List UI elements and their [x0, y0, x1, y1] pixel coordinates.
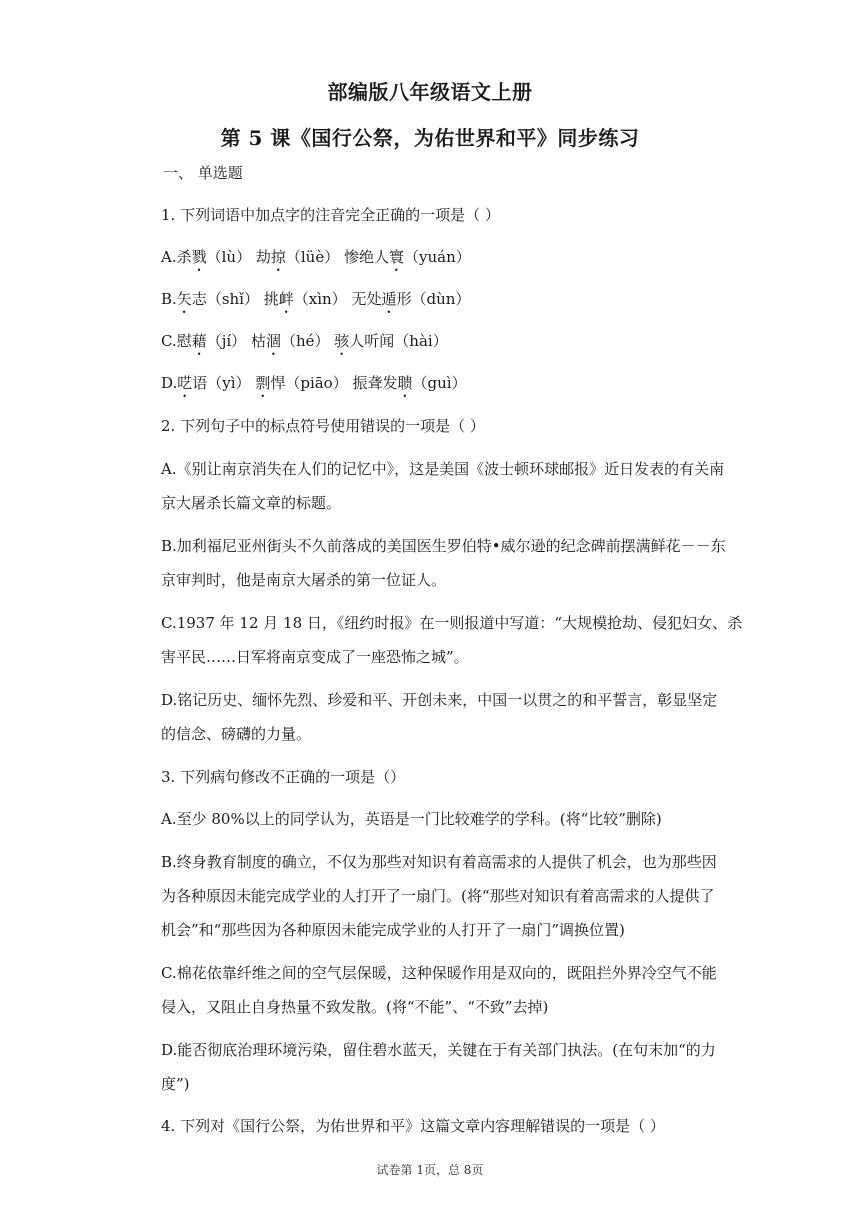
question-1-option-c: C.慰藉（jí） 枯涸（hé） 骇人听闻（hài）: [161, 332, 448, 350]
question-1-option-a: A.杀戮（lù） 劫掠（lüè） 惨绝人寰（yuán）: [161, 248, 471, 266]
document-subtitle: 第 5 课《国行公祭，为佑世界和平》同步练习: [220, 126, 640, 150]
question-2-option-b-line-2: 京审判时，他是南京大屠杀的第一位证人。: [161, 571, 447, 589]
question-3-option-c-line-1: C.棉花依靠纤维之间的空气层保暖，这种保暖作用是双向的，既阻拦外界冷空气不能: [161, 964, 717, 982]
question-3-option-b-line-3: 机会”和“那些因为各种原因未能完成学业的人打开了一扇门”调换位置): [161, 921, 625, 939]
question-3-option-a-line-1: A.至少 80%以上的同学认为，英语是一门比较难学的学科。(将“比较”删除): [161, 810, 662, 828]
question-2-option-c-line-2: 害平民……日军将南京变成了一座恐怖之城”。: [161, 648, 469, 666]
question-3-option-b-line-1: B.终身教育制度的确立，不仅为那些对知识有着高需求的人提供了机会，也为那些因: [161, 853, 717, 871]
question-1-stem: 1. 下列词语中加点字的注音完全正确的一项是（ ）: [161, 206, 500, 224]
question-2-option-a-line-1: A.《别让南京消失在人们的记忆中》，这是美国《波士顿环球邮报》近日发表的有关南: [161, 460, 725, 478]
question-2-option-c-line-1: C.1937 年 12 月 18 日，《纽约时报》在一则报道中写道：“大规模抢劫、侵犯妇女、杀: [161, 614, 743, 632]
question-2-option-d-line-1: D.铭记历史、缅怀先烈、珍爱和平、开创未来，中国一以贯之的和平誓言，彰显坚定: [161, 691, 718, 709]
question-3-option-d-line-2: 度”): [161, 1075, 190, 1093]
question-2-option-d-line-2: 的信念、磅礴的力量。: [161, 725, 312, 743]
question-2-stem: 2. 下列句子中的标点符号使用错误的一项是（ ）: [161, 417, 485, 435]
question-1-option-b: B.矢志（shǐ） 挑衅（xìn） 无处遁形（dùn）: [161, 290, 471, 308]
section-heading: 一、 单选题: [163, 164, 243, 182]
page-footer: 试卷第 1页，总 8页: [376, 1163, 484, 1177]
question-3-stem: 3. 下列病句修改不正确的一项是（）: [161, 768, 406, 786]
question-4-stem: 4. 下列对《国行公祭，为佑世界和平》这篇文章内容理解错误的一项是（ ）: [161, 1117, 665, 1135]
question-2-option-b-line-1: B.加利福尼亚州街头不久前落成的美国医生罗伯特•威尔逊的纪念碑前摆满鲜花－－东: [161, 537, 726, 555]
question-3-option-d-line-1: D.能否彻底治理环境污染，留住碧水蓝天，关键在于有关部门执法。(在句末加“的力: [161, 1041, 716, 1059]
question-1-option-d: D.呓语（yì） 剽悍（piāo） 振聋发聩（guì）: [161, 374, 467, 392]
question-2-option-a-line-2: 京大屠杀长篇文章的标题。: [161, 494, 342, 512]
question-3-option-b-line-2: 为各种原因未能完成学业的人打开了一扇门。(将“那些对知识有着高需求的人提供了: [161, 887, 715, 905]
question-3-option-c-line-2: 侵入，又阻止自身热量不致发散。(将“不能”、“不致”去掉): [161, 998, 549, 1016]
document-title: 部编版八年级语文上册: [327, 80, 533, 104]
